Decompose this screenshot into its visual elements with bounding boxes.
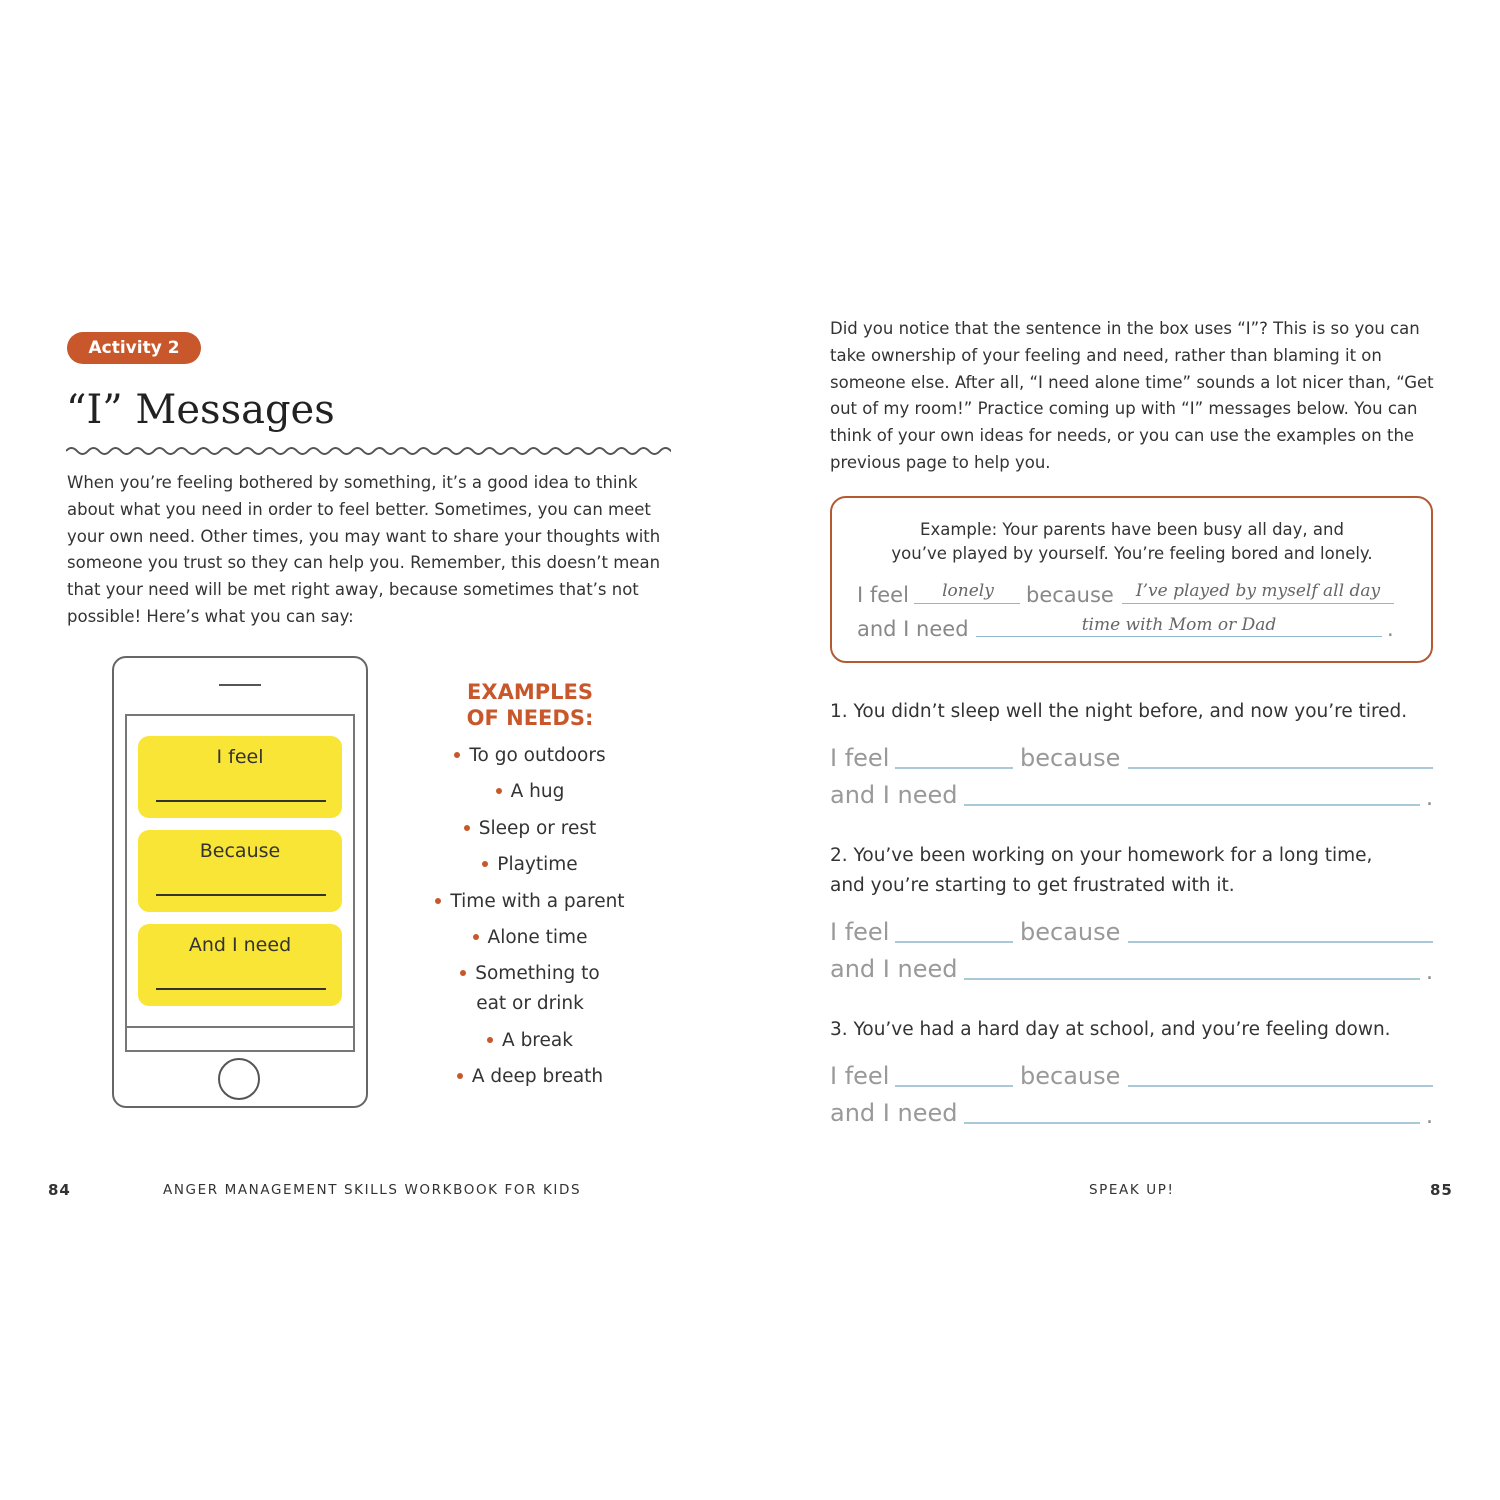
need-item — [400, 1062, 660, 1092]
card-label: And I need — [188, 934, 292, 956]
card-blank-line — [156, 800, 326, 802]
q1-and-i-need-label: and I need — [830, 781, 958, 809]
need-text: Sleep or rest — [478, 818, 597, 839]
examples-heading-line1: EXAMPLES — [467, 680, 593, 704]
right-intro-paragraph: Did you notice that the sentence in the box uses “I”? This is so you can take ownership of your feeling and need, rather than blaming it on someone else. After all, “I need alone time” sounds a lot nicer than, “Get out of my room!” Practice coming up with “I” messages below. You can think of your own ideas for needs, or you can use the examples on the previous page to help you. — [830, 319, 1434, 472]
activity-badge: Activity 2 — [67, 332, 201, 364]
intro-paragraph: When you’re feeling bothered by something, it’s a good idea to think about what you need in order to feel better. Sometimes, you can meet your own need. Other times, you may want to share your thoughts with someone you trust so they can help you. Remember, this doesn’t mean that your need will be met right away, because sometimes that’s not possible! Here’s what you can say: — [67, 473, 661, 626]
example-because-line — [1122, 603, 1394, 604]
card-blank-line — [156, 988, 326, 990]
q2-i-feel-label: I feel — [830, 918, 890, 946]
q3-because-input[interactable] — [1128, 1085, 1433, 1087]
bullet-icon — [460, 970, 466, 976]
example-feel-answer: lonely — [942, 581, 994, 601]
bullet-icon — [457, 1073, 463, 1079]
need-item — [400, 1026, 660, 1056]
q2-and-i-need-label: and I need — [830, 955, 958, 983]
need-item-continued — [400, 989, 660, 1019]
wavy-divider — [66, 441, 671, 461]
example-description — [832, 518, 1432, 566]
q3-because-label: because — [1020, 1062, 1121, 1090]
q3-and-i-need-label: and I need — [830, 1099, 958, 1127]
phone-speaker — [219, 684, 261, 686]
example-need-line — [976, 636, 1382, 637]
need-text: Playtime — [497, 854, 578, 875]
q2-because-label: because — [1020, 918, 1121, 946]
q3-need-input[interactable] — [964, 1122, 1420, 1124]
card-and-i-need — [138, 924, 342, 1006]
q2-feel-input[interactable] — [895, 941, 1013, 943]
need-item — [400, 741, 660, 771]
card-blank-line — [156, 894, 326, 896]
example-desc-line1: Example: Your parents have been busy all day, and — [920, 520, 1344, 539]
bullet-icon — [435, 898, 441, 904]
question-2-line1: 2. You’ve been working on your homework for a long time, — [830, 845, 1373, 866]
bullet-icon — [473, 934, 479, 940]
phone-home-button-icon — [218, 1058, 260, 1100]
example-i-feel-label: I feel — [857, 583, 909, 607]
section-title: SPEAK UP! — [1089, 1182, 1175, 1198]
need-text: To go outdoors — [469, 745, 606, 766]
bullet-icon — [464, 825, 470, 831]
bullet-icon — [487, 1037, 493, 1043]
need-item — [400, 959, 660, 989]
page-number-right: 85 — [1430, 1181, 1453, 1199]
bullet-icon — [496, 788, 502, 794]
q3-feel-input[interactable] — [895, 1085, 1013, 1087]
examples-heading — [430, 679, 630, 731]
q1-i-feel-label: I feel — [830, 744, 890, 772]
need-text: Alone time — [487, 927, 588, 948]
page-title: “I” Messages — [66, 387, 335, 433]
phone-screen-divider — [125, 1026, 355, 1028]
need-item — [400, 777, 660, 807]
q2-because-input[interactable] — [1128, 941, 1433, 943]
need-text: A hug — [510, 781, 565, 802]
q3-i-feel-label: I feel — [830, 1062, 890, 1090]
need-text: Something to — [475, 963, 600, 984]
example-period: . — [1387, 617, 1394, 641]
card-i-feel — [138, 736, 342, 818]
bullet-icon — [454, 752, 460, 758]
need-item — [400, 814, 660, 844]
example-need-answer: time with Mom or Dad — [1081, 615, 1277, 635]
need-text: A break — [502, 1030, 573, 1051]
card-label: Because — [199, 840, 281, 862]
page-number-left: 84 — [48, 1181, 71, 1199]
example-and-i-need-label: and I need — [857, 617, 969, 641]
question-1-line1: 1. You didn’t sleep well the night before, and now you’re tired. — [830, 701, 1408, 722]
q2-need-input[interactable] — [964, 978, 1420, 980]
q1-feel-input[interactable] — [895, 767, 1013, 769]
example-desc-line2: you’ve played by yourself. You’re feeling bored and lonely. — [891, 544, 1373, 563]
card-label: I feel — [216, 746, 264, 768]
running-title: ANGER MANAGEMENT SKILLS WORKBOOK FOR KIDS — [163, 1182, 582, 1198]
q1-period: . — [1426, 786, 1433, 811]
need-item — [400, 887, 660, 917]
need-item — [400, 923, 660, 953]
q1-because-label: because — [1020, 744, 1121, 772]
need-text: Time with a parent — [450, 891, 625, 912]
question-3-line1: 3. You’ve had a hard day at school, and you’re feeling down. — [830, 1019, 1391, 1040]
q1-because-input[interactable] — [1128, 767, 1433, 769]
q2-period: . — [1426, 960, 1433, 985]
question-3 — [830, 1015, 1450, 1045]
examples-heading-line2: OF NEEDS: — [466, 706, 594, 730]
need-item — [400, 850, 660, 880]
question-2-line2: and you’re starting to get frustrated with it. — [830, 875, 1235, 896]
question-2 — [830, 841, 1450, 901]
need-text: eat or drink — [476, 993, 584, 1014]
card-because — [138, 830, 342, 912]
question-1 — [830, 697, 1450, 727]
bullet-icon — [482, 861, 488, 867]
example-feel-line — [914, 603, 1020, 604]
example-because-label: because — [1026, 583, 1114, 607]
example-because-answer: I’ve played by myself all day — [1135, 581, 1381, 601]
q1-need-input[interactable] — [964, 804, 1420, 806]
need-text: A deep breath — [471, 1066, 604, 1087]
q3-period: . — [1426, 1104, 1433, 1129]
